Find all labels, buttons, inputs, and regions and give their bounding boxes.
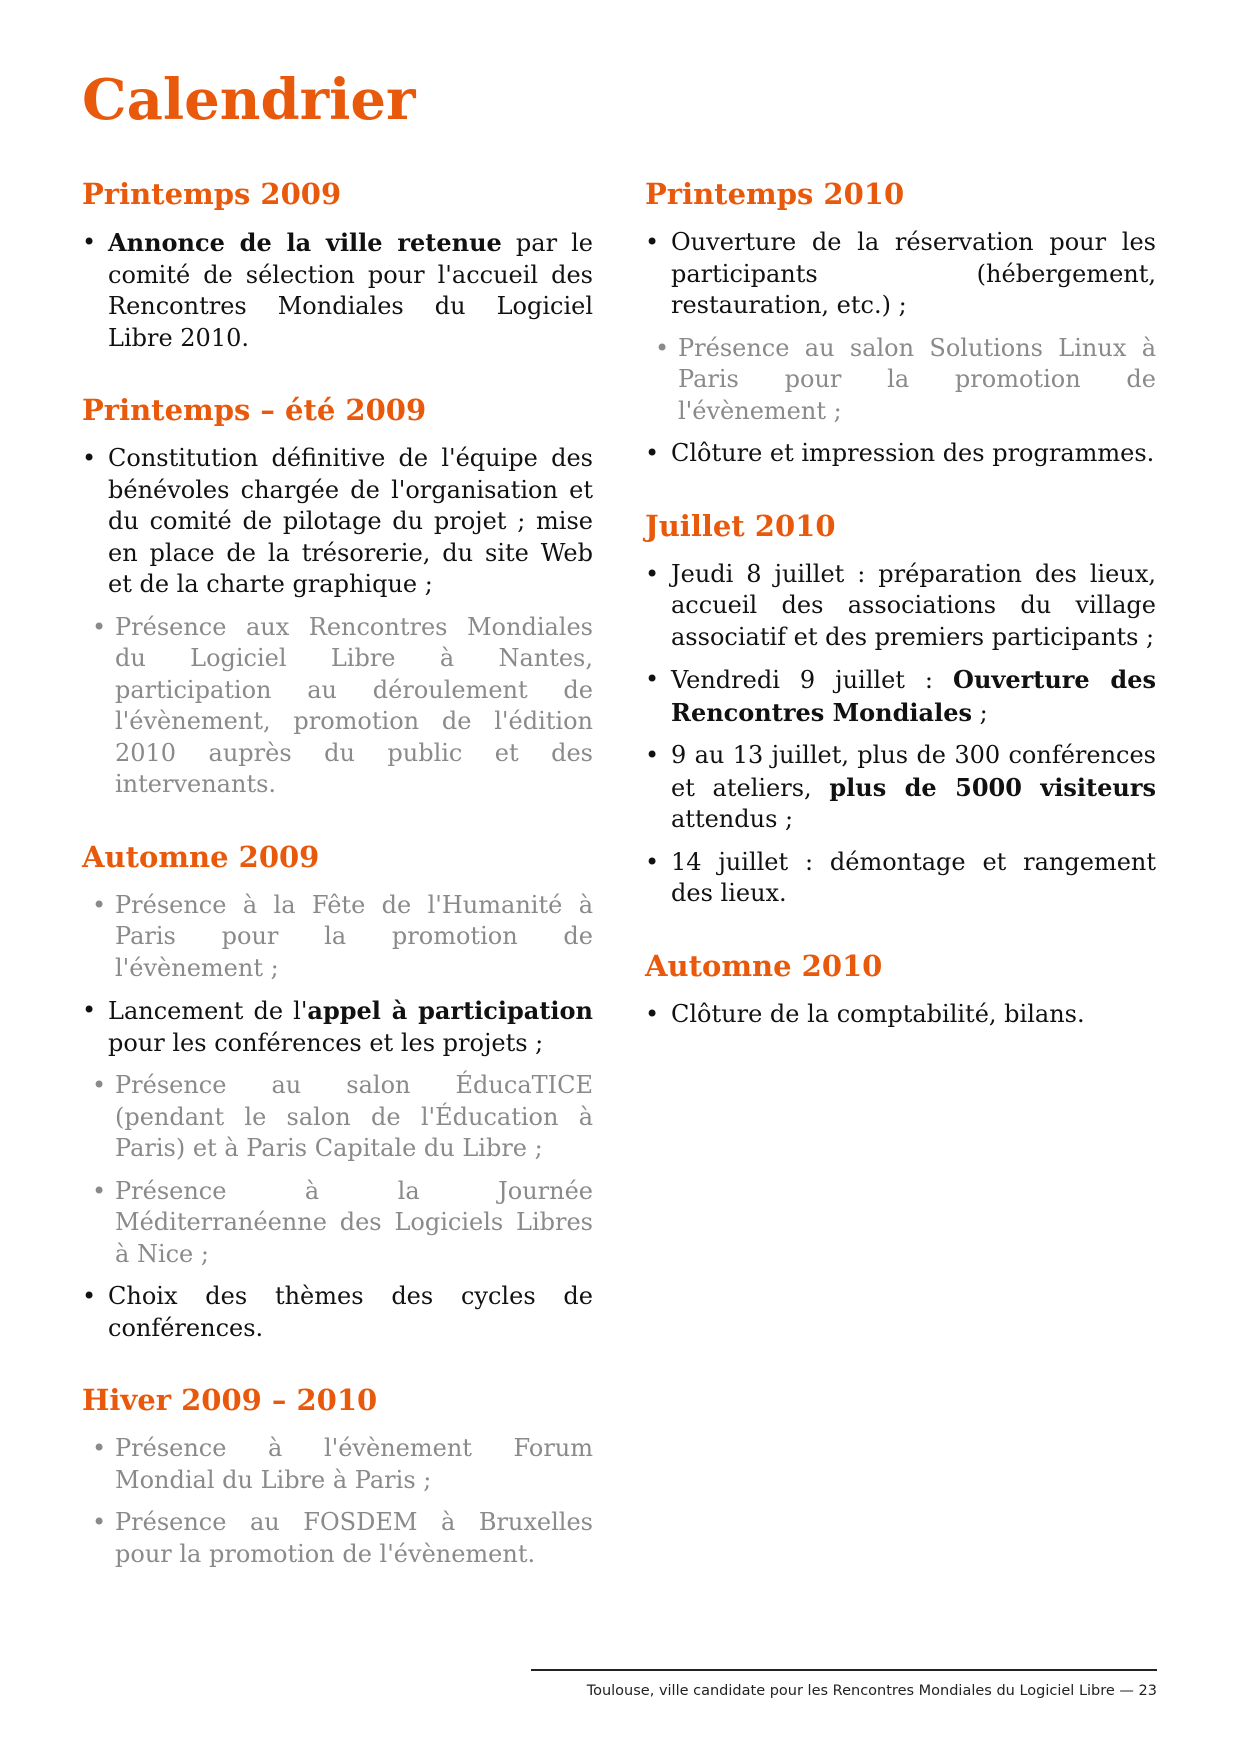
list-item-muted: • Présence à l'évènement Forum Mondial du Libre à Paris ;: [82, 1433, 593, 1496]
section-title: Juillet 2010: [645, 508, 836, 543]
item-list: [645, 999, 1156, 1031]
item-text: Lancement de l': [108, 997, 308, 1025]
list-item: [82, 227, 593, 354]
list-item-muted: • Présence au salon ÉducaTICE (pendant le salon de l'Éducation à Paris) et à Paris Capitale du Libre ;: [82, 1070, 593, 1165]
list-item: • Ouverture de la réservation pour les participants (hébergement, restauration, etc.) ;: [645, 227, 1156, 322]
list-item-muted: • Présence à la Fête de l'Humanité à Paris pour la promotion de l'évènement ;: [82, 890, 593, 985]
bold-text: Ouverture des Rencontres Mondiales: [671, 665, 1156, 727]
list-item: • Choix des thèmes des cycles de conférences.: [82, 1281, 593, 1344]
section-printemps-2010: [645, 174, 1156, 470]
item-text: 9 au 13 juillet, plus de 300 conférences et ateliers,: [671, 741, 1156, 802]
footer-divider: [531, 1669, 1157, 1671]
item-list: [82, 443, 593, 801]
item-text: pour les conférences et les projets ;: [108, 1028, 544, 1057]
section-title: Hiver 2009 – 2010: [82, 1383, 378, 1417]
item-text: Vendredi 9 juillet :: [671, 666, 954, 694]
list-item: [645, 740, 1156, 836]
item-list: [645, 559, 1156, 910]
bold-text: Annonce de la ville retenue: [108, 228, 502, 257]
item-list: [82, 227, 593, 354]
list-item: • 14 juillet : démontage et rangement des lieux.: [645, 847, 1156, 910]
list-item-muted: • Présence au salon Solutions Linux à Paris pour la promotion de l'évènement ;: [645, 333, 1156, 428]
list-item: • Clôture et impression des programmes.: [645, 438, 1156, 470]
page-title: Calendrier: [82, 67, 416, 133]
list-item: • Constitution définitive de l'équipe des bénévoles chargée de l'organisation et du comité de pilotage du projet ; mise en place de la trésorerie, du site Web et de la charte graphique ;: [82, 443, 593, 601]
section-juillet-2010: [645, 506, 1156, 910]
right-column: [645, 174, 1156, 1066]
section-title: Automne 2009: [82, 839, 320, 874]
list-item-muted: • Présence aux Rencontres Mondiales du Logiciel Libre à Nantes, participation au déroulement de l'évènement, promotion de l'édition 2010 auprès du public et des intervenants.: [82, 612, 593, 801]
item-list: [82, 1433, 593, 1570]
list-item: [645, 664, 1156, 729]
section-hiver-2009-2010: [82, 1380, 593, 1570]
section-automne-2009: [82, 837, 593, 1345]
section-automne-2010: [645, 946, 1156, 1031]
left-column: [82, 174, 593, 1606]
item-list: [82, 890, 593, 1345]
section-title: Printemps – été 2009: [82, 393, 427, 427]
bold-text: plus de 5000 visiteurs: [829, 772, 1156, 802]
bold-text: appel à participation: [307, 996, 593, 1025]
item-text: par le comité de sélection pour l'accueil des Rencontres Mondiales du Logiciel Libre 2010.: [108, 229, 593, 352]
item-list: [645, 227, 1156, 470]
section-title: Printemps 2010: [645, 177, 905, 211]
item-text: ;: [971, 698, 988, 727]
list-item: • Jeudi 8 juillet : préparation des lieux, accueil des associations du village associatif et des premiers participants ;: [645, 559, 1156, 654]
list-item-muted: • Présence à la Journée Méditerranéenne des Logiciels Libres à Nice ;: [82, 1176, 593, 1271]
item-text: attendus ;: [671, 805, 794, 833]
list-item: [82, 995, 593, 1059]
section-printemps-ete-2009: [82, 390, 593, 801]
section-printemps-2009: [82, 174, 593, 354]
section-title: Automne 2010: [645, 948, 883, 983]
list-item-muted: • Présence au FOSDEM à Bruxelles pour la promotion de l'évènement.: [82, 1507, 593, 1570]
page-footer: Toulouse, ville candidate pour les Rencontres Mondiales du Logiciel Libre — 23: [586, 1683, 1157, 1699]
list-item: • Clôture de la comptabilité, bilans.: [645, 999, 1156, 1031]
section-title: Printemps 2009: [82, 177, 342, 211]
